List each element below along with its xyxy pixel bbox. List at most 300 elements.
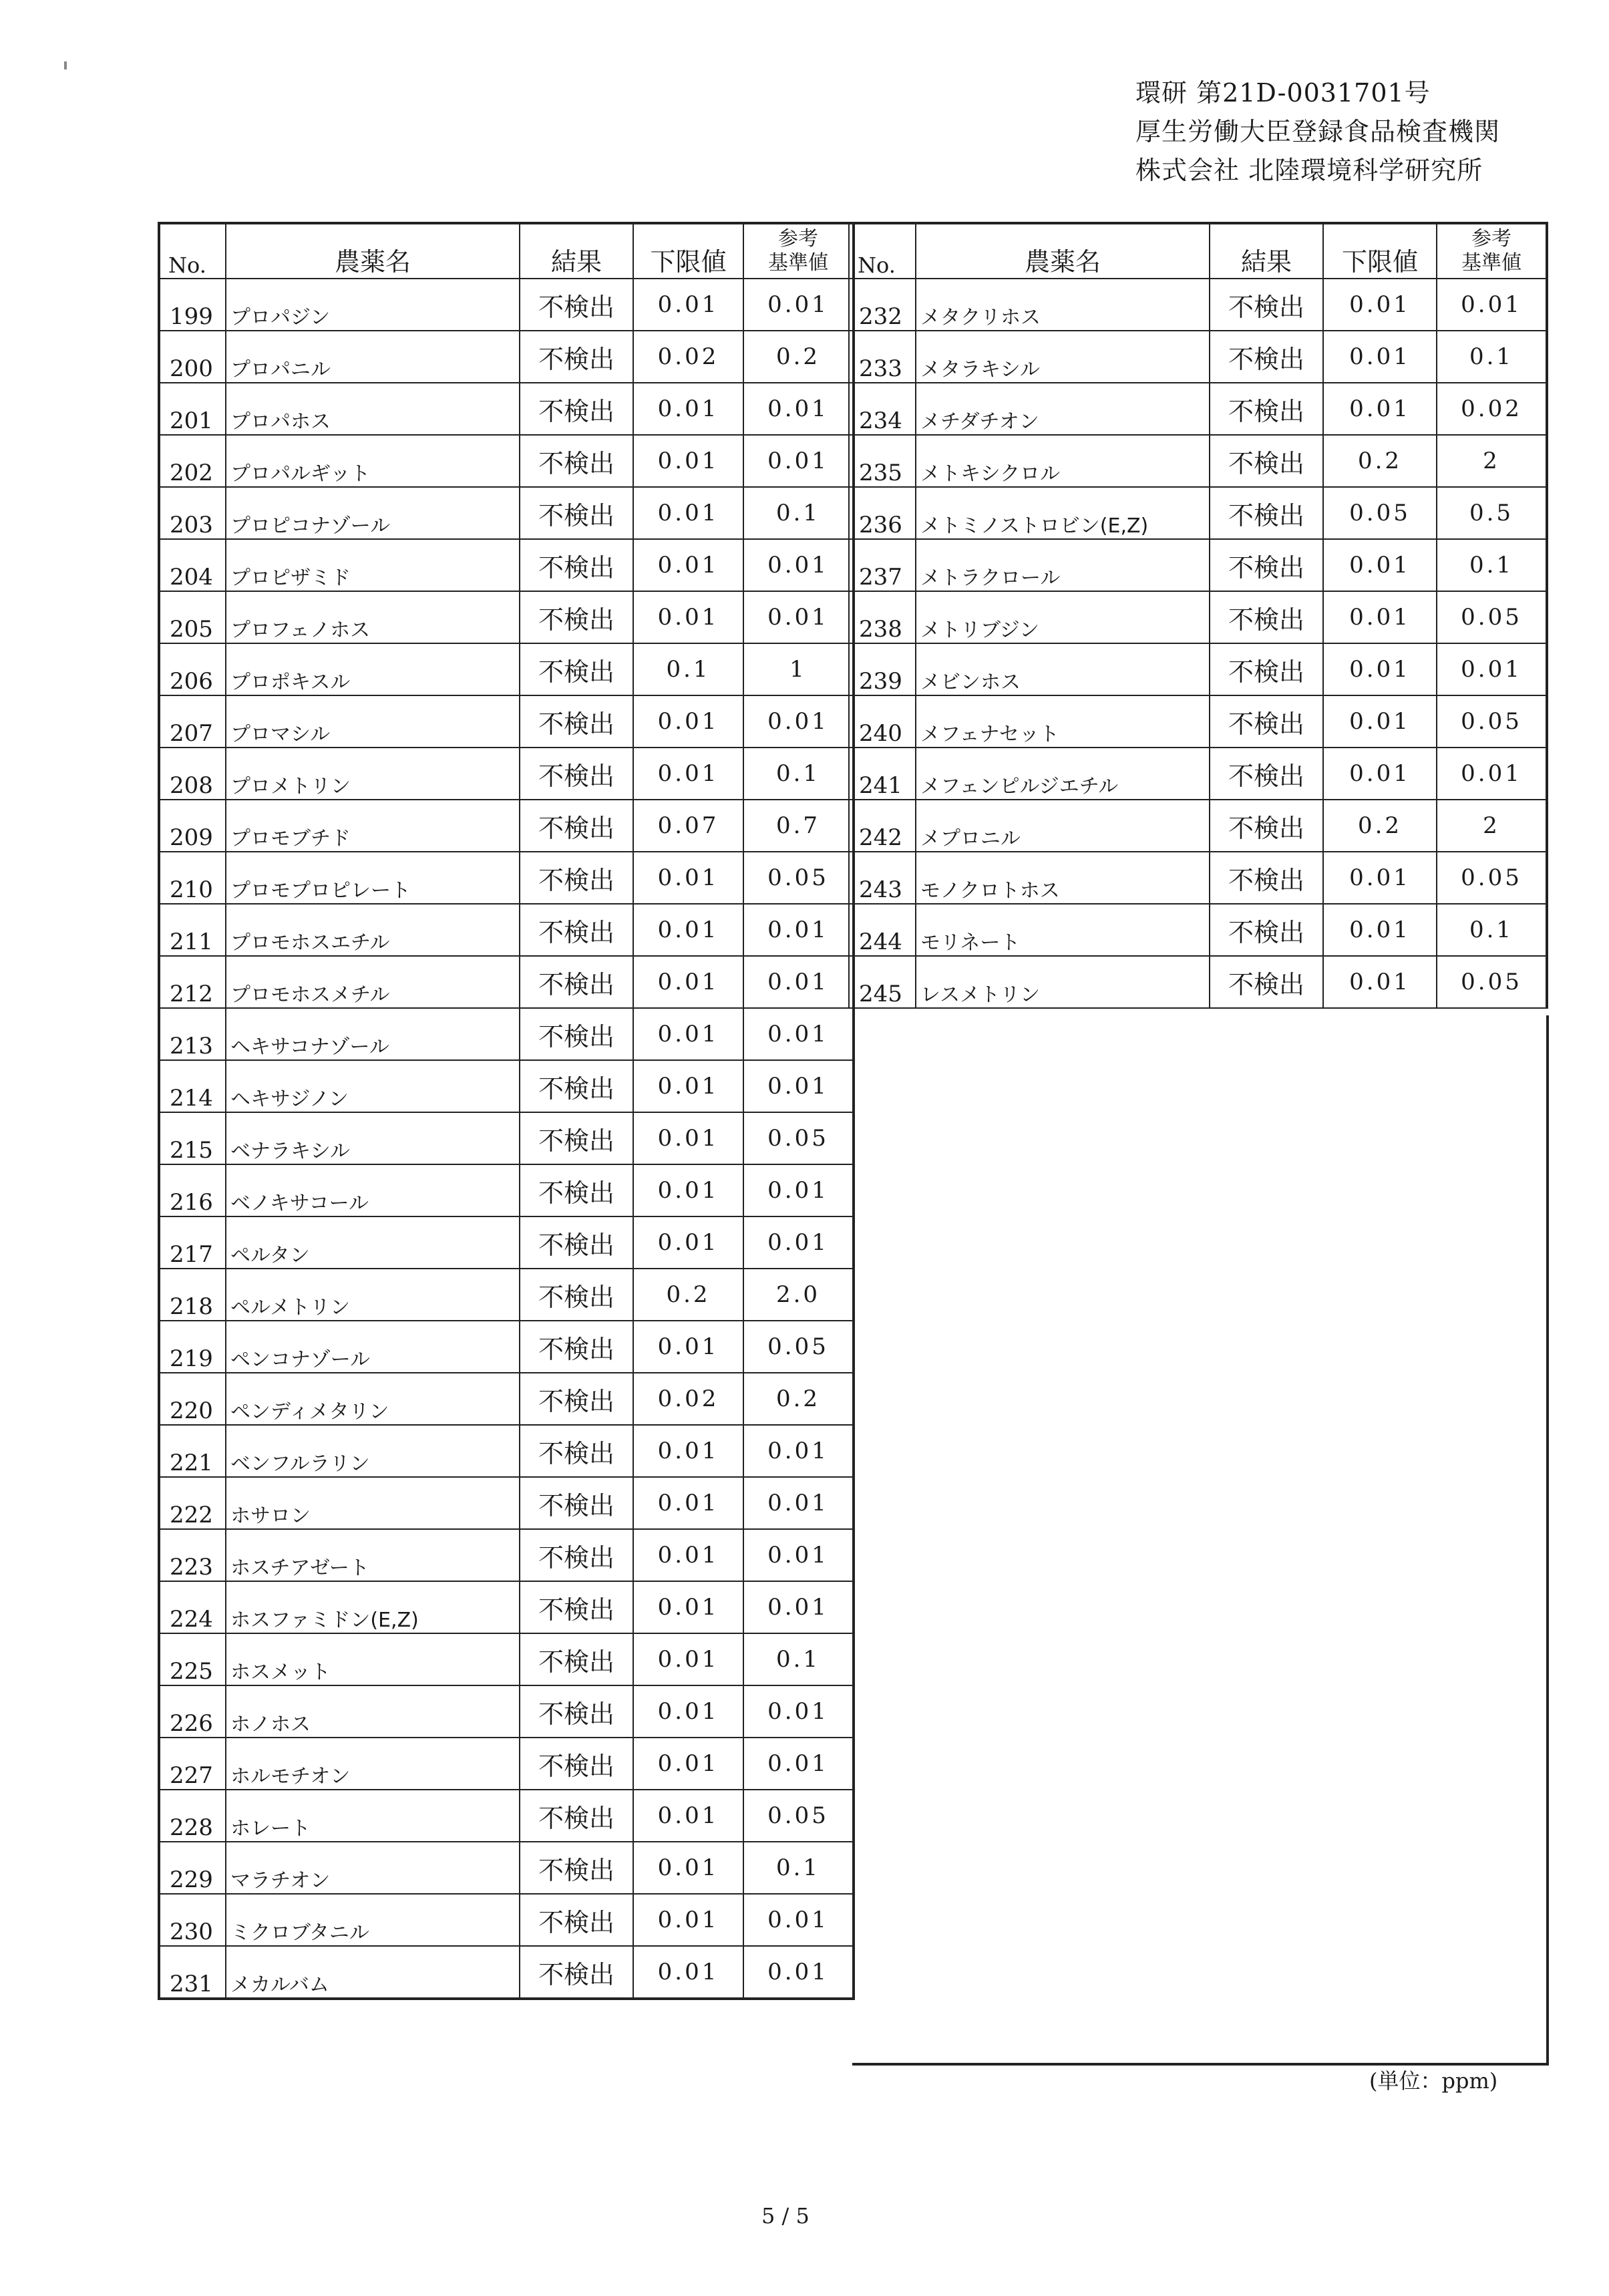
pesticide-name: プロマシル [226,695,520,748]
unit-note: (単位：ppm) [1369,2068,1498,2094]
page-number: 5 / 5 [761,2203,810,2229]
table-row [159,1269,854,1321]
detection-limit-cell: 0.01 [633,1008,743,1060]
pesticide-name: ベンフルラリン [226,1425,520,1477]
result-cell: 不検出 [520,1060,633,1112]
row-number: 222 [159,1477,226,1529]
detection-limit-cell: 0.2 [1323,800,1437,852]
table-row [159,904,854,956]
detection-limit-cell: 0.01 [633,1842,743,1894]
row-number: 219 [159,1321,226,1373]
pesticide-name: マラチオン [226,1842,520,1894]
reference-value-cell: 0.01 [743,695,854,748]
pesticide-name: ペルメトリン [226,1269,520,1321]
pesticide-name: ミクロブタニル [226,1894,520,1946]
col-header-limit: 下限値 [633,223,743,279]
result-cell: 不検出 [520,904,633,956]
detection-limit-cell: 0.01 [633,904,743,956]
report-number: 環研 第21D-0031701号 [1135,78,1431,108]
row-number: 220 [159,1373,226,1425]
pesticide-name: ホスメット [226,1633,520,1685]
detection-limit-cell: 0.01 [633,487,743,539]
table-row [159,1894,854,1946]
row-number: 238 [849,591,916,643]
row-number: 200 [159,331,226,383]
reference-value-cell: 0.7 [743,800,854,852]
row-number: 224 [159,1581,226,1633]
row-number: 202 [159,435,226,487]
result-cell: 不検出 [520,643,633,695]
table-row [159,1164,854,1216]
registration-line: 厚生労働大臣登録食品検査機関 [1135,117,1501,146]
row-number: 203 [159,487,226,539]
pesticide-name: プロパニル [226,331,520,383]
table-row [159,1738,854,1790]
detection-limit-cell: 0.01 [633,1738,743,1790]
reference-value-cell: 0.2 [743,331,854,383]
col-header-reference-line1: 参考 [778,227,818,251]
result-cell: 不検出 [1210,904,1323,956]
table-row [159,1685,854,1738]
row-number: 240 [849,695,916,748]
pesticide-name: レスメトリン [916,956,1210,1008]
reference-value-cell: 0.5 [1437,487,1547,539]
col-header-name: 農薬名 [226,223,520,279]
result-cell: 不検出 [1210,331,1323,383]
result-cell: 不検出 [520,1216,633,1269]
reference-value-cell: 0.1 [743,1633,854,1685]
detection-limit-cell: 0.01 [633,279,743,331]
table-row [849,852,1547,904]
detection-limit-cell: 0.01 [633,1685,743,1738]
detection-limit-cell: 0.01 [1323,956,1437,1008]
reference-value-cell: 0.01 [743,904,854,956]
result-cell: 不検出 [1210,956,1323,1008]
result-cell: 不検出 [1210,800,1323,852]
result-cell: 不検出 [1210,279,1323,331]
row-number: 234 [849,383,916,435]
detection-limit-cell: 0.01 [633,383,743,435]
table-row [849,591,1547,643]
detection-limit-cell: 0.01 [633,1216,743,1269]
pesticide-name: メトリブジン [916,591,1210,643]
pesticide-name: メトラクロール [916,539,1210,591]
row-number: 228 [159,1790,226,1842]
reference-value-cell: 0.1 [1437,331,1547,383]
detection-limit-cell: 0.01 [1323,904,1437,956]
pesticide-name: プロパジン [226,279,520,331]
reference-value-cell: 0.01 [743,1060,854,1112]
reference-value-cell: 0.01 [1437,643,1547,695]
pesticide-name: メトミノストロビン(E,Z) [916,487,1210,539]
table-row [849,331,1547,383]
row-number: 205 [159,591,226,643]
detection-limit-cell: 0.1 [633,643,743,695]
result-cell: 不検出 [520,1008,633,1060]
row-number: 208 [159,748,226,800]
pesticide-name: ホレート [226,1790,520,1842]
reference-value-cell: 0.1 [1437,904,1547,956]
pesticide-name: ベナラキシル [226,1112,520,1164]
pesticide-name: プロモホスエチル [226,904,520,956]
table-row [849,800,1547,852]
reference-value-cell: 0.1 [1437,539,1547,591]
result-cell: 不検出 [520,1946,633,1999]
reference-value-cell: 1 [743,643,854,695]
table-row [159,591,854,643]
table-row [849,279,1547,331]
result-cell: 不検出 [520,1633,633,1685]
detection-limit-cell: 0.01 [633,1529,743,1581]
detection-limit-cell: 0.01 [633,695,743,748]
table-row [159,539,854,591]
reference-value-cell: 0.1 [743,1842,854,1894]
result-cell: 不検出 [520,1477,633,1529]
col-header-reference-line2: 基準値 [1461,251,1522,275]
reference-value-cell: 0.05 [743,1112,854,1164]
reference-value-cell: 0.05 [743,1790,854,1842]
row-number: 212 [159,956,226,1008]
pesticide-name: ホノホス [226,1685,520,1738]
result-cell: 不検出 [1210,591,1323,643]
table-row [159,1321,854,1373]
scan-mark [64,61,67,69]
pesticide-name: プロメトリン [226,748,520,800]
table-row [159,1946,854,1999]
table-row [159,1373,854,1425]
detection-limit-cell: 0.02 [633,1373,743,1425]
detection-limit-cell: 0.01 [633,1060,743,1112]
detection-limit-cell: 0.02 [633,331,743,383]
row-number: 217 [159,1216,226,1269]
table-row [849,539,1547,591]
table-row [159,695,854,748]
row-number: 213 [159,1008,226,1060]
col-header-reference [1437,223,1547,279]
row-number: 204 [159,539,226,591]
result-cell: 不検出 [1210,748,1323,800]
row-number: 199 [159,279,226,331]
result-cell: 不検出 [520,1321,633,1373]
pesticide-name: ホルモチオン [226,1738,520,1790]
pesticide-name: メチダチオン [916,383,1210,435]
table-row [849,695,1547,748]
row-number: 229 [159,1842,226,1894]
row-number: 226 [159,1685,226,1738]
result-cell: 不検出 [1210,852,1323,904]
result-cell: 不検出 [520,435,633,487]
reference-value-cell: 2.0 [743,1269,854,1321]
row-number: 206 [159,643,226,695]
reference-value-cell: 0.01 [1437,279,1547,331]
reference-value-cell: 0.05 [743,1321,854,1373]
reference-value-cell: 0.01 [743,1008,854,1060]
result-cell: 不検出 [520,800,633,852]
reference-value-cell: 2 [1437,435,1547,487]
reference-value-cell: 0.01 [743,956,854,1008]
result-cell: 不検出 [520,695,633,748]
table-row [159,800,854,852]
result-cell: 不検出 [1210,695,1323,748]
reference-value-cell: 0.2 [743,1373,854,1425]
row-number: 223 [159,1529,226,1581]
detection-limit-cell: 0.01 [1323,748,1437,800]
result-cell: 不検出 [520,1581,633,1633]
pesticide-name: プロモブチド [226,800,520,852]
result-cell: 不検出 [520,1269,633,1321]
row-number: 232 [849,279,916,331]
pesticide-name: プロモプロピレート [226,852,520,904]
result-cell: 不検出 [520,1738,633,1790]
detection-limit-cell: 0.01 [1323,643,1437,695]
pesticide-name: モリネート [916,904,1210,956]
pesticide-name: ホスファミドン(E,Z) [226,1581,520,1633]
reference-value-cell: 0.05 [1437,852,1547,904]
pesticide-name: メカルバム [226,1946,520,1999]
reference-value-cell: 0.01 [743,435,854,487]
pesticide-name: ヘキサジノン [226,1060,520,1112]
table-row [849,748,1547,800]
col-header-reference [743,223,854,279]
table-row [159,852,854,904]
col-header-reference-line1: 参考 [1471,227,1511,251]
detection-limit-cell: 0.01 [633,1425,743,1477]
row-number: 231 [159,1946,226,1999]
pesticide-name: メフェナセット [916,695,1210,748]
table-row [849,383,1547,435]
pesticide-name: メトキシクロル [916,435,1210,487]
detection-limit-cell: 0.05 [1323,487,1437,539]
col-header-no: No. [849,223,916,279]
reference-value-cell: 0.05 [743,852,854,904]
pesticide-name: プロモホスメチル [226,956,520,1008]
reference-value-cell: 0.01 [743,1164,854,1216]
pesticide-name: ペルタン [226,1216,520,1269]
table-row [159,487,854,539]
row-number: 236 [849,487,916,539]
result-cell: 不検出 [520,591,633,643]
table-row [159,331,854,383]
detection-limit-cell: 0.01 [633,1112,743,1164]
table-row [159,383,854,435]
table-body-left [159,279,854,1999]
reference-value-cell: 0.02 [1437,383,1547,435]
detection-limit-cell: 0.01 [1323,591,1437,643]
table-row [159,279,854,331]
result-cell: 不検出 [520,1112,633,1164]
table-header-row [849,223,1547,279]
table-row [159,1060,854,1112]
pesticide-name: プロピザミド [226,539,520,591]
reference-value-cell: 0.1 [743,487,854,539]
empty-table-area [852,1015,1549,2066]
row-number: 244 [849,904,916,956]
reference-value-cell: 0.01 [743,1477,854,1529]
table-body-right [849,279,1547,1008]
row-number: 225 [159,1633,226,1685]
detection-limit-cell: 0.01 [633,591,743,643]
result-cell: 不検出 [520,852,633,904]
detection-limit-cell: 0.2 [1323,435,1437,487]
pesticide-name: メビンホス [916,643,1210,695]
detection-limit-cell: 0.01 [633,1946,743,1999]
pesticide-name: モノクロトホス [916,852,1210,904]
row-number: 211 [159,904,226,956]
result-cell: 不検出 [1210,539,1323,591]
col-header-result: 結果 [1210,223,1323,279]
detection-limit-cell: 0.01 [633,1894,743,1946]
detection-limit-cell: 0.01 [1323,383,1437,435]
row-number: 214 [159,1060,226,1112]
row-number: 210 [159,852,226,904]
pesticide-name: プロパルギット [226,435,520,487]
detection-limit-cell: 0.01 [1323,539,1437,591]
table-row [159,1790,854,1842]
result-cell: 不検出 [520,539,633,591]
reference-value-cell: 0.01 [743,1946,854,1999]
reference-value-cell: 0.01 [743,1685,854,1738]
row-number: 227 [159,1738,226,1790]
detection-limit-cell: 0.01 [633,1477,743,1529]
detection-limit-cell: 0.01 [1323,331,1437,383]
row-number: 239 [849,643,916,695]
table-row [159,1112,854,1164]
row-number: 201 [159,383,226,435]
pesticide-name: メタクリホス [916,279,1210,331]
reference-value-cell: 0.01 [743,591,854,643]
result-cell: 不検出 [520,383,633,435]
result-cell: 不検出 [520,279,633,331]
reference-value-cell: 0.01 [743,1738,854,1790]
reference-value-cell: 0.05 [1437,695,1547,748]
table-row [159,956,854,1008]
col-header-limit: 下限値 [1323,223,1437,279]
row-number: 215 [159,1112,226,1164]
detection-limit-cell: 0.01 [633,1164,743,1216]
row-number: 221 [159,1425,226,1477]
row-number: 209 [159,800,226,852]
reference-value-cell: 0.01 [743,279,854,331]
reference-value-cell: 0.05 [1437,591,1547,643]
detection-limit-cell: 0.07 [633,800,743,852]
col-header-no: No. [159,223,226,279]
reference-value-cell: 0.01 [1437,748,1547,800]
table-row [159,1477,854,1529]
detection-limit-cell: 0.01 [633,956,743,1008]
table-row [849,904,1547,956]
result-cell: 不検出 [520,1373,633,1425]
table-row [159,435,854,487]
reference-value-cell: 0.01 [743,1894,854,1946]
row-number: 241 [849,748,916,800]
reference-value-cell: 0.01 [743,383,854,435]
table-row [849,643,1547,695]
row-number: 216 [159,1164,226,1216]
detection-limit-cell: 0.01 [633,852,743,904]
result-cell: 不検出 [1210,643,1323,695]
detection-limit-cell: 0.01 [1323,695,1437,748]
table-row [849,435,1547,487]
table-row [159,1842,854,1894]
result-cell: 不検出 [520,748,633,800]
pesticide-name: ホスチアゼート [226,1529,520,1581]
table-row [159,748,854,800]
row-number: 207 [159,695,226,748]
detection-limit-cell: 0.01 [633,1790,743,1842]
detection-limit-cell: 0.01 [633,1321,743,1373]
row-number: 245 [849,956,916,1008]
result-cell: 不検出 [520,487,633,539]
reference-value-cell: 2 [1437,800,1547,852]
pesticide-name: メフェンピルジエチル [916,748,1210,800]
row-number: 235 [849,435,916,487]
reference-value-cell: 0.1 [743,748,854,800]
row-number: 233 [849,331,916,383]
table-row [159,1425,854,1477]
results-table-left [158,222,855,2000]
table-row [849,956,1547,1008]
table-row [159,1008,854,1060]
pesticide-name: メタラキシル [916,331,1210,383]
reference-value-cell: 0.01 [743,1425,854,1477]
result-cell: 不検出 [1210,487,1323,539]
pesticide-name: ホサロン [226,1477,520,1529]
row-number: 218 [159,1269,226,1321]
row-number: 242 [849,800,916,852]
row-number: 230 [159,1894,226,1946]
pesticide-name: ベノキサコール [226,1164,520,1216]
table-row [849,487,1547,539]
pesticide-name: プロパホス [226,383,520,435]
result-cell: 不検出 [520,956,633,1008]
reference-value-cell: 0.01 [743,539,854,591]
pesticide-name: ヘキサコナゾール [226,1008,520,1060]
row-number: 237 [849,539,916,591]
pesticide-name: メプロニル [916,800,1210,852]
result-cell: 不検出 [520,1894,633,1946]
table-row [159,1529,854,1581]
pesticide-name: プロフェノホス [226,591,520,643]
detection-limit-cell: 0.01 [1323,852,1437,904]
reference-value-cell: 0.05 [1437,956,1547,1008]
table-row [159,1633,854,1685]
report-header [1135,73,1550,190]
result-cell: 不検出 [520,1790,633,1842]
pesticide-name: ペンディメタリン [226,1373,520,1425]
col-header-name: 農薬名 [916,223,1210,279]
result-cell: 不検出 [520,1842,633,1894]
result-cell: 不検出 [1210,435,1323,487]
result-cell: 不検出 [520,1529,633,1581]
detection-limit-cell: 0.01 [633,539,743,591]
result-cell: 不検出 [1210,383,1323,435]
result-cell: 不検出 [520,331,633,383]
detection-limit-cell: 0.01 [633,1633,743,1685]
col-header-reference-line2: 基準値 [768,251,828,275]
pesticide-name: プロピコナゾール [226,487,520,539]
result-cell: 不検出 [520,1425,633,1477]
reference-value-cell: 0.01 [743,1581,854,1633]
results-table-right [848,222,1548,1009]
result-cell: 不検出 [520,1685,633,1738]
detection-limit-cell: 0.01 [633,1581,743,1633]
col-header-result: 結果 [520,223,633,279]
table-row [159,1216,854,1269]
company-name: 株式会社 北陸環境科学研究所 [1135,156,1483,185]
pesticide-name: プロポキスル [226,643,520,695]
result-cell: 不検出 [520,1164,633,1216]
detection-limit-cell: 0.01 [1323,279,1437,331]
